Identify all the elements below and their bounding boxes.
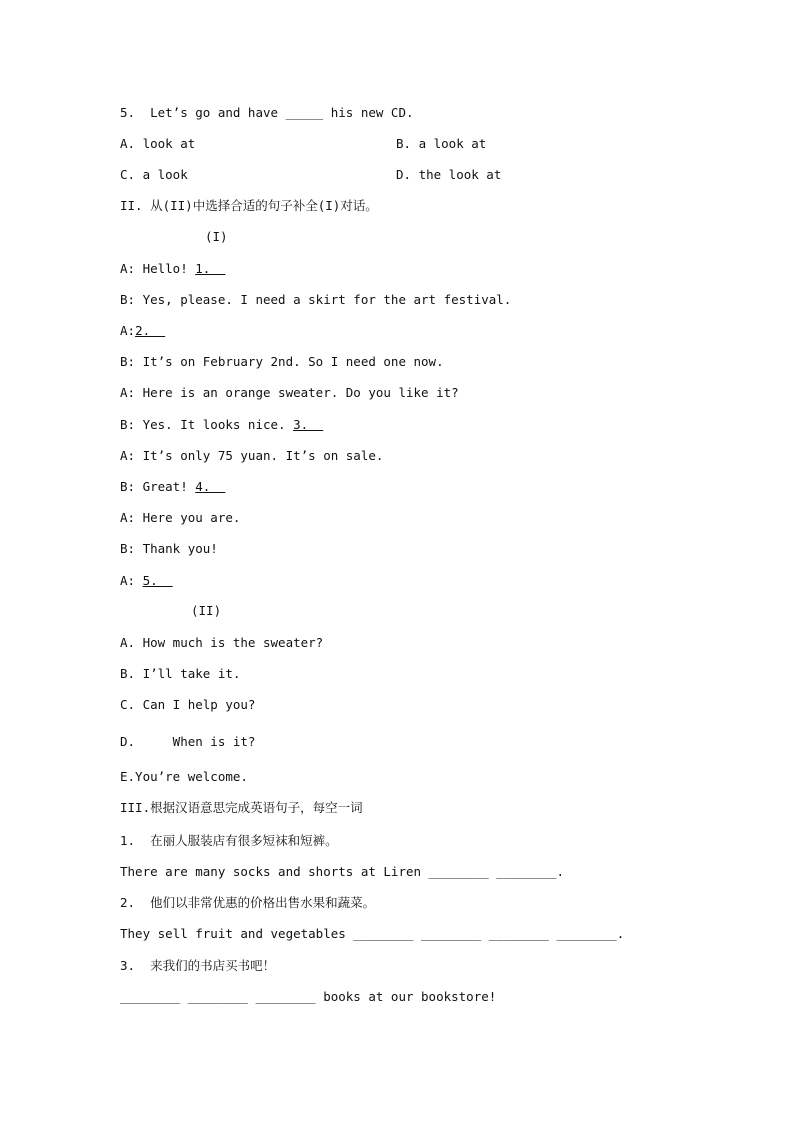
dialog-line: B: Yes, please. I need a skirt for the art festival. <box>120 292 512 307</box>
dialog-line: B: Thank you! <box>120 541 218 556</box>
dialog-line: A: Here you are. <box>120 510 241 525</box>
blank-4: 4. <box>195 479 226 494</box>
blank-5: 5. <box>142 573 173 588</box>
q5-option-b: B. a look at <box>396 136 487 151</box>
part2-label: (II) <box>191 603 222 618</box>
blank-1: 1. <box>195 261 226 276</box>
choice-b: B. I’ll take it. <box>120 666 241 681</box>
dialog-line: B: Yes. It looks nice. 3. <box>120 417 324 432</box>
item1-english: There are many socks and shorts at Liren ________ ________. <box>120 864 565 879</box>
item3-chinese: 3. 来我们的书店买书吧！ <box>120 958 276 973</box>
choice-a: A. How much is the sweater? <box>120 635 324 650</box>
dialog-line: B: It’s on February 2nd. So I need one now. <box>120 354 444 369</box>
dialog-line: A: 5. <box>120 573 173 588</box>
part1-label: (I) <box>205 229 228 244</box>
dialog-line: A:2. <box>120 323 166 338</box>
dialog-line: A: Here is an orange sweater. Do you like it? <box>120 385 459 400</box>
section3-title: III.根据汉语意思完成英语句子，每空一词 <box>120 800 363 815</box>
item3-english: ________ ________ ________ books at our bookstore! <box>120 989 497 1004</box>
blank-3: 3. <box>293 417 324 432</box>
q5-option-a: A. look at <box>120 136 196 151</box>
item2-english: They sell fruit and vegetables ________ ________ ________ ________. <box>120 926 625 941</box>
section2-title: II. 从(II)中选择合适的句子补全(I)对话。 <box>120 198 378 213</box>
dialog-line: B: Great! 4. <box>120 479 226 494</box>
choice-e: E.You’re welcome. <box>120 769 248 784</box>
q5-stem: 5. Let’s go and have _____ his new CD. <box>120 105 414 120</box>
dialog-line: A: Hello! 1. <box>120 261 226 276</box>
item1-chinese: 1. 在丽人服装店有很多短袜和短裤。 <box>120 833 338 848</box>
q5-option-c: C. a look <box>120 167 188 182</box>
item2-chinese: 2. 他们以非常优惠的价格出售水果和蔬菜。 <box>120 895 376 910</box>
choice-d: D. When is it? <box>120 734 256 749</box>
q5-option-d: D. the look at <box>396 167 502 182</box>
dialog-line: A: It’s only 75 yuan. It’s on sale. <box>120 448 384 463</box>
choice-c: C. Can I help you? <box>120 697 256 712</box>
blank-2: 2. <box>135 323 166 338</box>
